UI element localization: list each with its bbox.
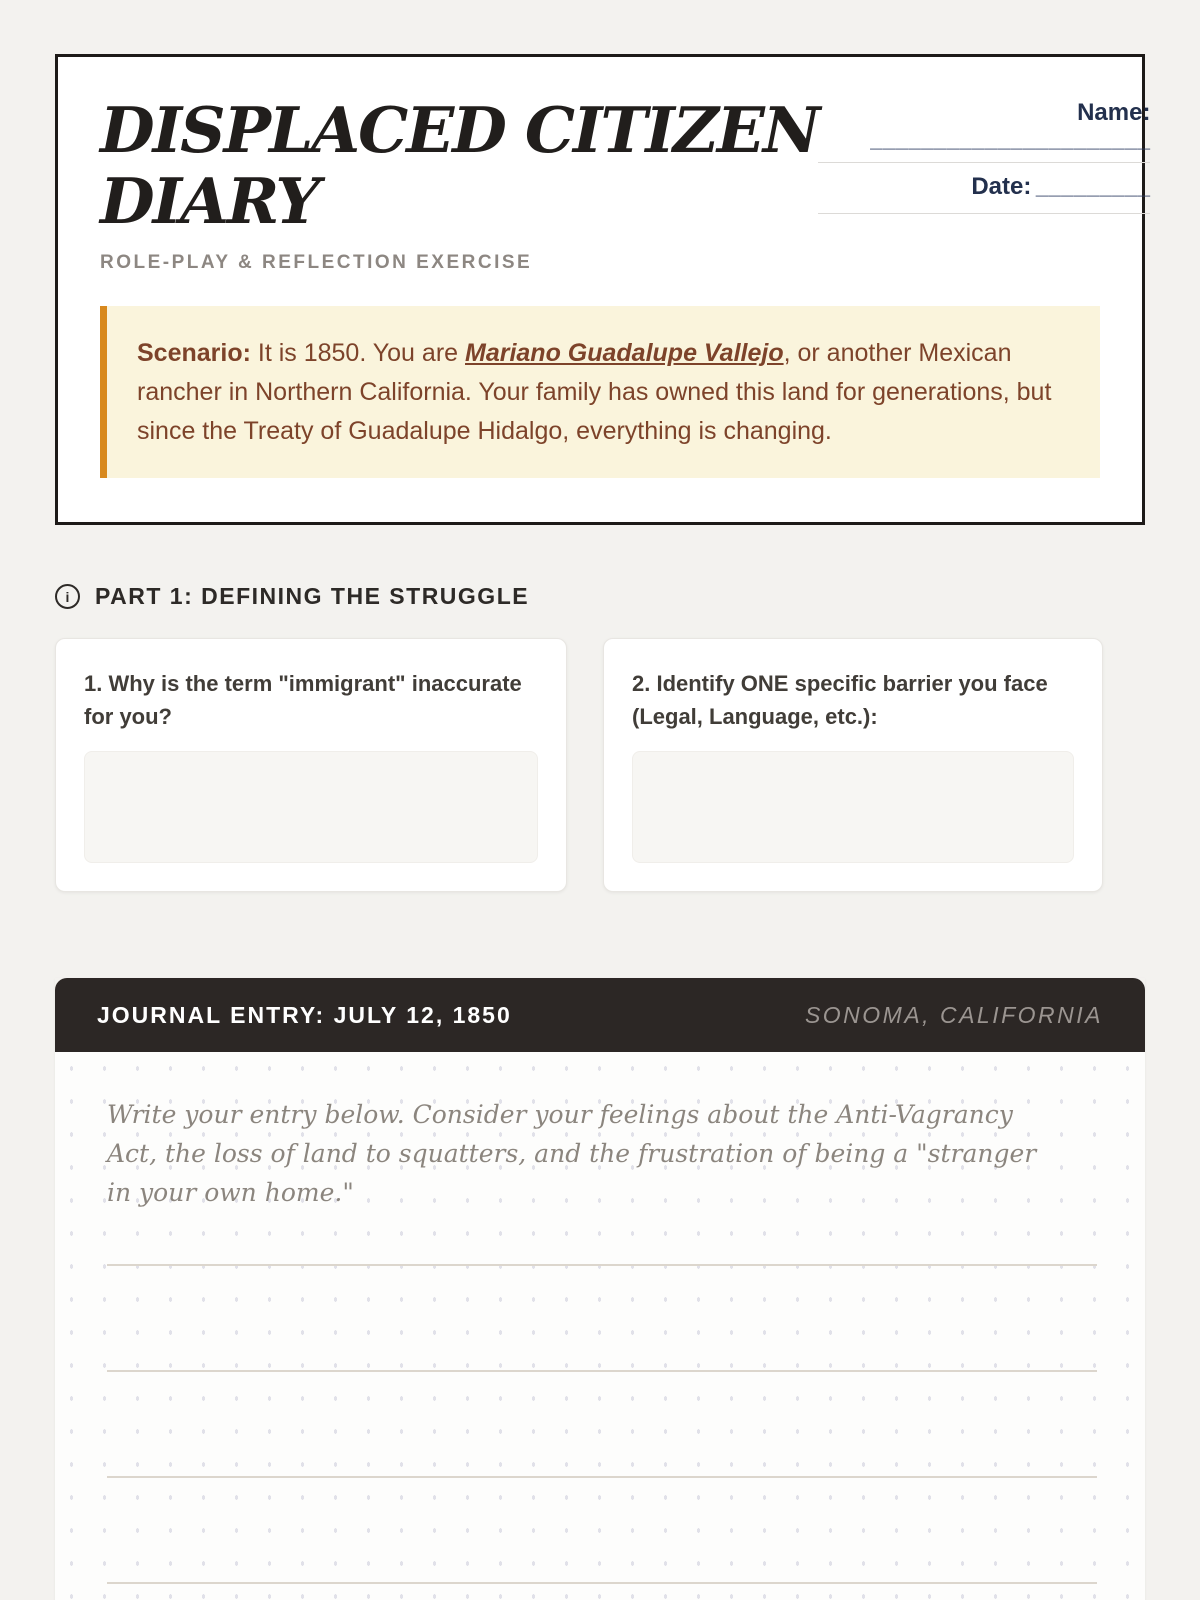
part1-section [55, 583, 1145, 892]
question-2-answer-box[interactable] [632, 751, 1074, 863]
writing-line [107, 1370, 1097, 1372]
journal-header-bar [55, 978, 1145, 1052]
journal-header-location: SONOMA, CALIFORNIA [804, 1001, 1103, 1028]
name-field[interactable] [818, 99, 1150, 163]
writing-line [107, 1264, 1097, 1266]
name-fill-line: ______________________ [870, 127, 1151, 152]
journal-section [55, 978, 1145, 1600]
page-subtitle: ROLE-PLAY & REFLECTION EXERCISE [100, 252, 533, 274]
writing-line [107, 1582, 1097, 1584]
title-block [100, 95, 818, 274]
journal-prompt: Write your entry below. Consider your feelings about the Anti-Vagrancy Act, the loss of land to squatters, and the frustration of being a "stranger in your own home." [107, 1100, 1037, 1207]
journal-writing-area[interactable] [55, 1052, 1145, 1600]
page-title-line2: DIARY [100, 163, 319, 238]
header-top [100, 93, 1151, 274]
header-card [55, 54, 1151, 525]
question-cards [55, 638, 1145, 892]
part1-heading-row [55, 583, 1145, 610]
date-field[interactable] [818, 173, 1150, 214]
journal-header-title: JOURNAL ENTRY: JULY 12, 1850 [97, 1001, 512, 1028]
question-card-2 [603, 638, 1103, 892]
page-title [100, 95, 818, 236]
scenario-label: Scenario: [137, 339, 251, 368]
writing-line [107, 1476, 1097, 1478]
scenario-text-after: , or another Mexican rancher in Northern California. Your family has owned this land for generations, but since the Treaty of Guadalupe Hidalgo, everything is changing. [137, 339, 1052, 445]
scenario-text-before: It is 1850. You are [250, 339, 465, 368]
page-title-line1: DISPLACED CITIZEN [100, 93, 819, 167]
info-icon: i [55, 584, 80, 609]
question-2-text: 2. Identify ONE specific barrier you face (Legal, Language, etc.): [632, 671, 1048, 730]
date-fill-line: _________ [1035, 174, 1151, 199]
part1-heading: PART 1: DEFINING THE STRUGGLE [95, 583, 530, 610]
scenario-highlight: Mariano Guadalupe Vallejo [465, 339, 784, 368]
name-date-block [818, 99, 1150, 274]
name-label: Name: [1077, 99, 1151, 126]
question-1-answer-box[interactable] [84, 751, 538, 863]
scenario-callout [100, 306, 1100, 478]
question-1-text: 1. Why is the term "immigrant" inaccurate for you? [84, 671, 522, 730]
date-label: Date: [971, 173, 1032, 200]
question-card-1 [55, 638, 567, 892]
